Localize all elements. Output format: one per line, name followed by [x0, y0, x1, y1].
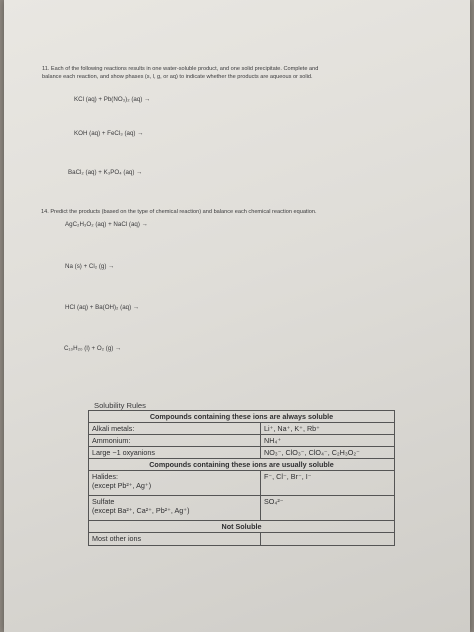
- table-row: [89, 496, 395, 521]
- sulfate-exception: (except Ba²⁺, Ca²⁺, Pb²⁺, Ag⁺): [92, 506, 190, 515]
- equation-c10h20-o2: C₁₀H₂₀ (l) + O₂ (g) →: [64, 345, 122, 352]
- other-ions-value: [261, 533, 395, 546]
- alkali-ions: Li⁺, Na⁺, K⁺, Rb⁺: [261, 423, 395, 435]
- header-always-soluble: Compounds containing these ions are always soluble: [89, 411, 395, 423]
- table-row: [89, 521, 395, 533]
- table-row: [89, 435, 395, 447]
- solubility-title: Solubility Rules: [94, 401, 146, 410]
- table-row: [89, 411, 395, 423]
- table-row: [89, 423, 395, 435]
- table-row: [89, 471, 395, 496]
- sulfate-cell: [89, 496, 261, 521]
- ammonium-ions: NH₄⁺: [261, 435, 395, 447]
- table-row: [89, 459, 395, 471]
- halides-label: Halides:: [92, 472, 118, 481]
- equation-na-cl2: Na (s) + Cl₂ (g) →: [65, 263, 115, 270]
- halides-ions: F⁻, Cl⁻, Br⁻, I⁻: [261, 471, 395, 496]
- equation-kcl-pbno3: KCl (aq) + Pb(NO₃)₂ (aq) →: [74, 96, 151, 103]
- equation-agc2h3o2-nacl: AgC₂H₃O₂ (aq) + NaCl (aq) →: [65, 221, 148, 228]
- question-11-line-2: balance each reaction, and show phases (s, l, g, or aq) to indicate whether the products are aqueous or solid.: [42, 74, 313, 80]
- halides-exception: (except Pb²⁺, Ag⁺): [92, 481, 152, 490]
- other-ions-label: Most other ions: [89, 533, 261, 546]
- sulfate-label: Sulfate: [92, 497, 115, 506]
- solubility-table: [88, 410, 395, 546]
- header-not-soluble: Not Soluble: [89, 521, 395, 533]
- sulfate-ions: SO₄²⁻: [261, 496, 395, 521]
- alkali-label: Alkali metals:: [89, 423, 261, 435]
- question-14-line-1: 14. Predict the products (based on the type of chemical reaction) and balance each chemical reaction equation.: [41, 209, 317, 215]
- ammonium-label: Ammonium:: [89, 435, 261, 447]
- equation-hcl-baoh2: HCl (aq) + Ba(OH)₂ (aq) →: [65, 304, 140, 311]
- table-row: [89, 447, 395, 459]
- worksheet-page: [4, 0, 470, 632]
- halides-cell: [89, 471, 261, 496]
- equation-bacl2-k3po4: BaCl₂ (aq) + K₃PO₄ (aq) →: [68, 169, 143, 176]
- question-11-line-1: 11. Each of the following reactions results in one water-soluble product, and one solid precipitate. Complete and: [42, 66, 319, 72]
- equation-koh-fecl3: KOH (aq) + FeCl₃ (aq) →: [74, 130, 144, 137]
- oxyanion-ions: NO₃⁻, ClO₃⁻, ClO₄⁻, C₂H₃O₂⁻: [261, 447, 395, 459]
- table-row: [89, 533, 395, 546]
- header-usually-soluble: Compounds containing these ions are usually soluble: [89, 459, 395, 471]
- oxyanion-label: Large −1 oxyanions: [89, 447, 261, 459]
